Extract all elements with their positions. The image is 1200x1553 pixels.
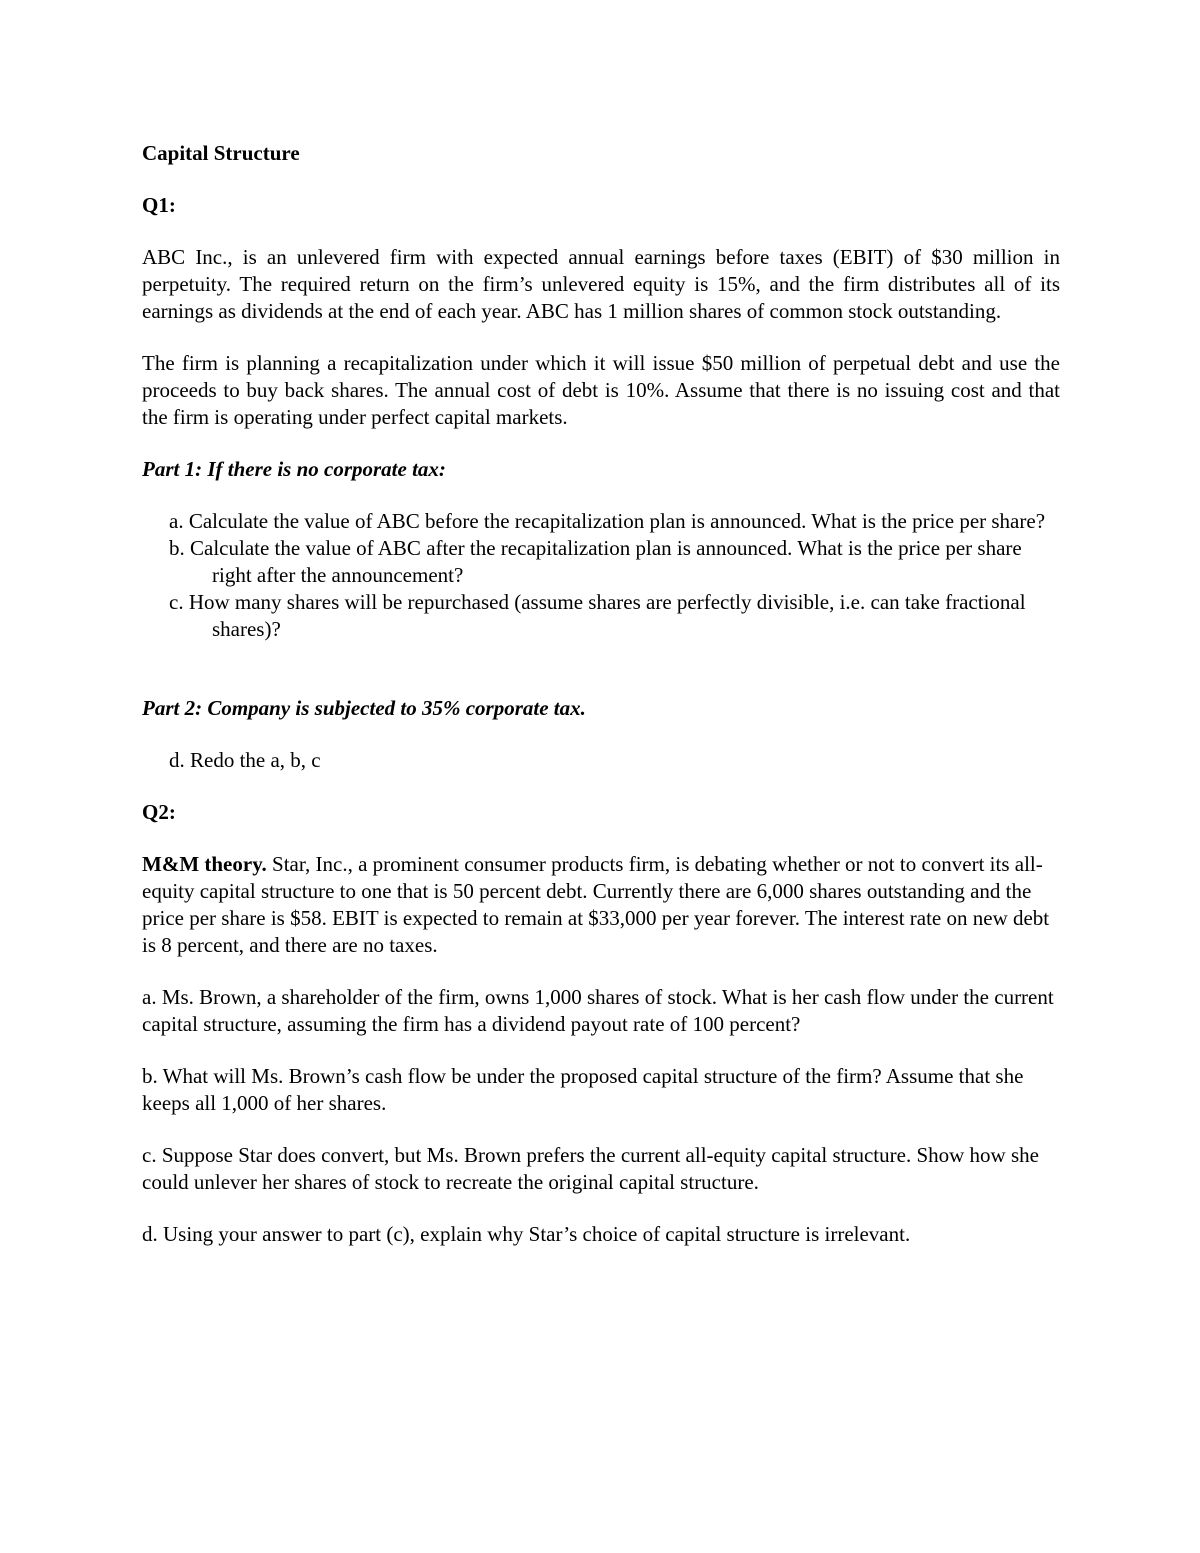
document-title: Capital Structure	[142, 141, 300, 165]
q2-question-a: a. Ms. Brown, a shareholder of the firm, owns 1,000 shares of stock. What is her cash flow under the current capital structure, assuming the firm has a dividend payout rate of 100 percent?	[142, 985, 1054, 1036]
q1-paragraph-2: The firm is planning a recapitalization under which it will issue $50 million of perpetual debt and use the proceeds to buy back shares. The annual cost of debt is 10%. Assume that there is no issuing cost and that the firm is operating under perfect capital markets.	[142, 351, 1060, 429]
q1-part-1-list	[142, 508, 1060, 643]
q1-part-1-heading: Part 1: If there is no corporate tax:	[142, 457, 446, 481]
q1-part-2-heading: Part 2: Company is subjected to 35% corporate tax.	[142, 696, 586, 720]
question-2-heading: Q2:	[142, 800, 176, 824]
q2-intro-lead: M&M theory.	[142, 852, 267, 876]
q2-intro-paragraph	[142, 851, 1060, 959]
document-body	[142, 140, 1060, 1273]
q1-part-2-list	[142, 747, 1060, 774]
q2-question-c: c. Suppose Star does convert, but Ms. Brown prefers the current all-equity capital structure. Show how she could unlever her shares of stock to recreate the original capital structure.	[142, 1143, 1039, 1194]
q2-question-d: d. Using your answer to part (c), explain why Star’s choice of capital structure is irrelevant.	[142, 1222, 911, 1246]
q1-part-2-item-d: d. Redo the a, b, c	[169, 748, 321, 772]
question-1-heading: Q1:	[142, 193, 176, 217]
q2-question-b: b. What will Ms. Brown’s cash flow be under the proposed capital structure of the firm? Assume that she keeps all 1,000 of her shares.	[142, 1064, 1024, 1115]
q1-part-1-item-a: a. Calculate the value of ABC before the recapitalization plan is announced. What is the price per share?	[169, 509, 1046, 533]
q2-intro-text: Star, Inc., a prominent consumer products firm, is debating whether or not to convert its all-equity capital structure to one that is 50 percent debt. Currently there are 6,000 shares outstanding and the price per share is $58. EBIT is expected to remain at $33,000 per year forever. The interest rate on new debt is 8 percent, and there are no taxes.	[142, 852, 1050, 957]
q1-paragraph-1: ABC Inc., is an unlevered firm with expected annual earnings before taxes (EBIT) of $30 million in perpetuity. The required return on the firm’s unlevered equity is 15%, and the firm distributes all of its earnings as dividends at the end of each year. ABC has 1 million shares of common stock outstanding.	[142, 245, 1060, 323]
q1-part-1-item-b: b. Calculate the value of ABC after the recapitalization plan is announced. What is the price per share right after the announcement?	[169, 536, 1022, 587]
q1-part-1-item-c: c. How many shares will be repurchased (assume shares are perfectly divisible, i.e. can take fractional shares)?	[169, 590, 1026, 641]
